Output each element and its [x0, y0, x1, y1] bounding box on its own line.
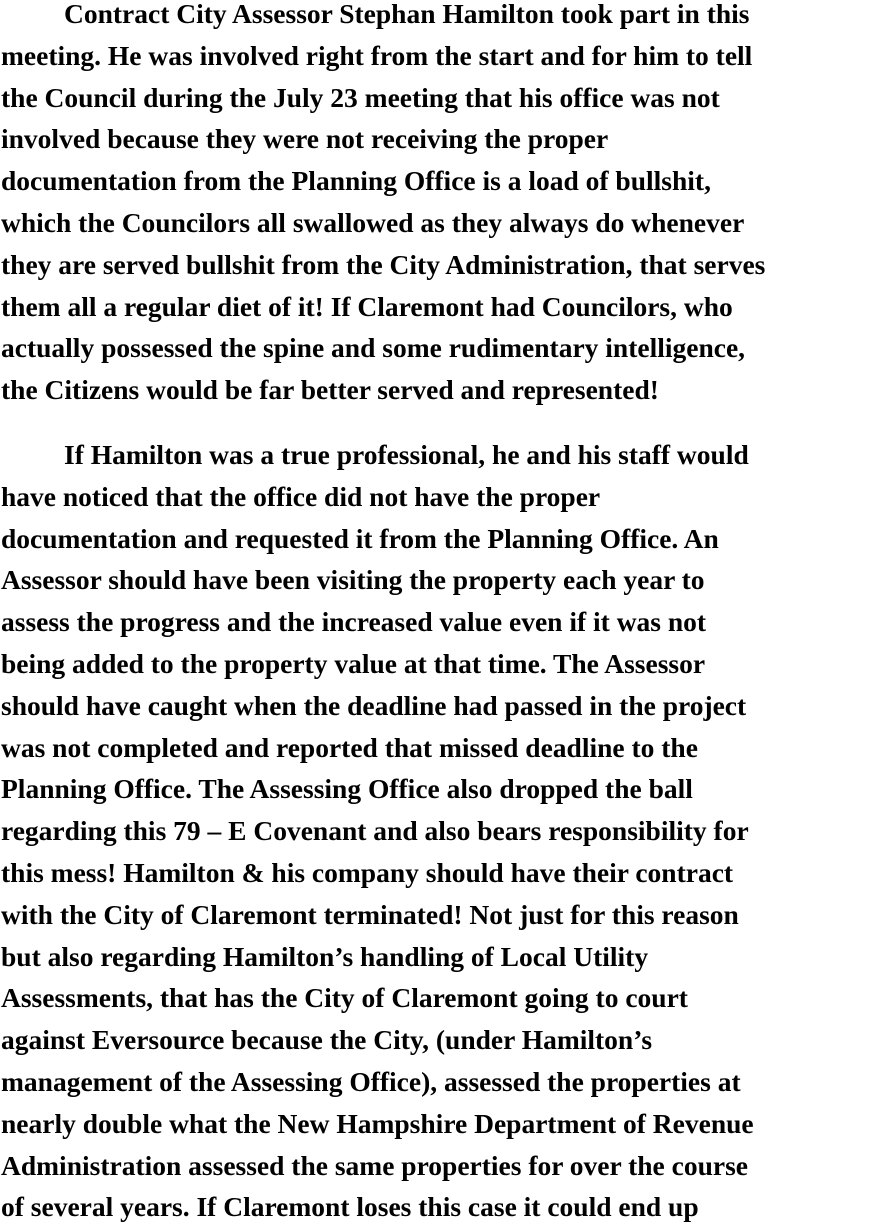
text-line: but also regarding Hamilton’s handling of Local Utility [1, 940, 649, 972]
text-line: involved because they were not receiving the proper [1, 123, 609, 155]
paragraph-1 [1, 0, 880, 411]
text-line: of several years. If Claremont loses this case it could end up [1, 1191, 699, 1223]
text-line: the Citizens would be far better served and represented! [1, 374, 659, 406]
text-line: against Eversource because the City, (under Hamilton’s [1, 1024, 653, 1056]
text-line: If Hamilton was a true professional, he and his staff would [64, 439, 749, 470]
text-line: assess the progress and the increased value even if it was not [1, 606, 707, 638]
text-line: with the City of Claremont terminated! Not just for this reason [1, 898, 739, 930]
text-line: documentation and requested it from the Planning Office. An [1, 522, 719, 554]
text-line: them all a regular diet of it! If Claremont had Councilors, who [1, 290, 733, 322]
text-line: should have caught when the deadline had passed in the project [1, 689, 747, 721]
text-line: this mess! Hamilton & his company should have their contract [1, 856, 734, 888]
text-line: the Council during the July 23 meeting that his office was not [1, 81, 720, 113]
text-line: have noticed that the office did not have the proper [1, 480, 601, 512]
text-line: they are served bullshit from the City Administration, that serves [1, 248, 766, 280]
text-line: Planning Office. The Assessing Office also dropped the ball [1, 773, 693, 805]
text-line: Contract City Assessor Stephan Hamilton took part in this [64, 0, 750, 29]
text-line: management of the Assessing Office), assessed the properties at [1, 1065, 741, 1097]
text-line: nearly double what the New Hampshire Department of Revenue [1, 1107, 754, 1139]
text-line: Assessments, that has the City of Claremont going to court [1, 982, 688, 1014]
paragraph-2 [1, 434, 880, 1224]
text-line: which the Councilors all swallowed as they always do whenever [1, 206, 745, 238]
text-line: Administration assessed the same properties for over the course [1, 1149, 748, 1181]
text-line: meeting. He was involved right from the start and for him to tell [1, 39, 753, 71]
text-line: Assessor should have been visiting the property each year to [1, 564, 705, 596]
text-line: documentation from the Planning Office is a load of bullshit, [1, 165, 711, 197]
text-line: actually possessed the spine and some rudimentary intelligence, [1, 332, 746, 364]
text-line: being added to the property value at that time. The Assessor [1, 647, 706, 679]
text-line: regarding this 79 – E Covenant and also bears responsibility for [1, 815, 749, 847]
text-line: was not completed and reported that missed deadline to the [1, 731, 698, 763]
